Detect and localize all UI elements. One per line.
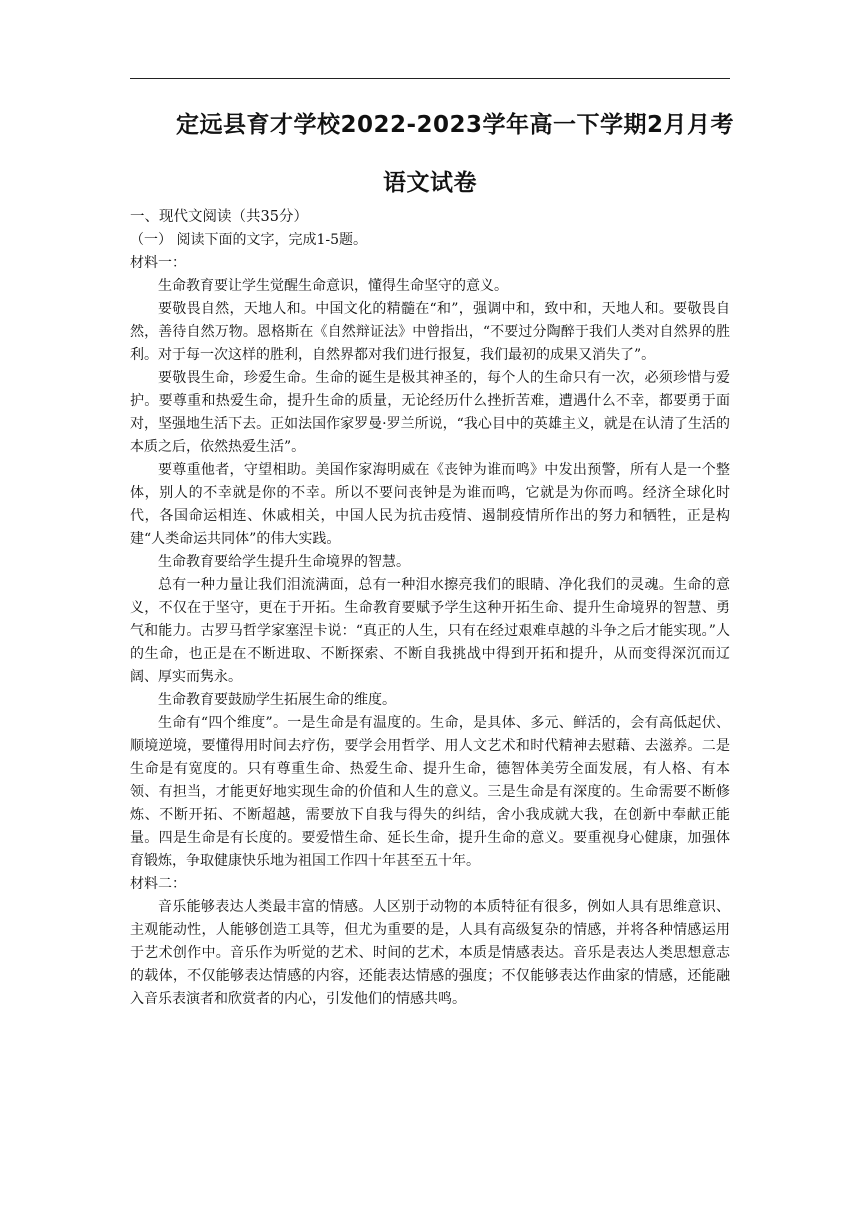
exam-body (130, 206, 730, 1011)
exam-subject-title: 语文试卷 (383, 170, 477, 196)
paragraph: 要敬畏自然，天地人和。中国文化的精髓在“和”，强调中和，致中和，天地人和。要敬畏自然，善待自然万物。恩格斯在《自然辩证法》中曾指出，“不要过分陶醉于我们人类对自然界的胜利。对于每一次这样的胜利，自然界都对我们进行报复，我们最初的成果又消失了”。 (130, 301, 730, 363)
paragraph: 音乐能够表达人类最丰富的情感。人区别于动物的本质特征有很多，例如人具有思维意识、主观能动性，人能够创造工具等，但尤为重要的是，人具有高级复杂的情感，并将各种情感运用于艺术创作中。音乐作为听觉的艺术、时间的艺术，本质是情感表达。音乐是表达人类思想意志的载体，不仅能够表达情感的内容，还能表达情感的强度；不仅能够表达作曲家的情感，还能融入音乐表演者和欣赏者的内心，引发他们的情感共鸣。 (130, 899, 730, 1007)
subsection-heading: （一） 阅读下面的文字，完成1-5题。 (130, 232, 367, 248)
exam-title: 定远县育才学校2022-2023学年高一下学期2月月考 (175, 112, 735, 138)
paragraph: 要敬畏生命，珍爱生命。生命的诞生是极其神圣的，每个人的生命只有一次，必须珍惜与爱护。要尊重和热爱生命，提升生命的质量，无论经历什么挫折苦难，遭遇什么不幸，都要勇于面对，坚强地生活下去。正如法国作家罗曼·罗兰所说，“我心目中的英雄主义，就是在认清了生活的本质之后，依然热爱生活”。 (130, 370, 730, 455)
paragraph: 生命教育要让学生觉醒生命意识，懂得生命坚守的意义。 (158, 278, 508, 294)
material-label: 材料一： (130, 255, 186, 271)
section-heading: 一、现代文阅读（共35分） (130, 209, 308, 225)
paragraph: 总有一种力量让我们泪流满面，总有一种泪水擦亮我们的眼睛、净化我们的灵魂。生命的意义，不仅在于坚守，更在于开拓。生命教育要赋予学生这种开拓生命、提升生命境界的智慧、勇气和能力。古罗马哲学家塞涅卡说：“真正的人生，只有在经过艰难卓越的斗争之后才能实现。”人的生命，也正是在不断进取、不断探索、不断自我挑战中得到开拓和提升，从而变得深沉而辽阔、厚实而隽永。 (130, 577, 730, 685)
paragraph: 生命教育要鼓励学生拓展生命的维度。 (158, 692, 396, 708)
header-rule (130, 78, 730, 79)
material-label: 材料二： (130, 876, 186, 892)
paragraph: 要尊重他者，守望相助。美国作家海明威在《丧钟为谁而鸣》中发出预警，所有人是一个整体，别人的不幸就是你的不幸。所以不要问丧钟是为谁而鸣，它就是为你而鸣。经济全球化时代，各国命运相连、休戚相关，中国人民为抗击疫情、遏制疫情所作出的努力和牺牲，正是构建“人类命运共同体”的伟大实践。 (130, 462, 730, 547)
paragraph: 生命有“四个维度”。一是生命是有温度的。生命，是具体、多元、鲜活的，会有高低起伏、顺境逆境，要懂得用时间去疗伤，要学会用哲学、用人文艺术和时代精神去慰藉、去滋养。二是生命是有宽度的。只有尊重生命、热爱生命、提升生命，德智体美劳全面发展，有人格、有本领、有担当，才能更好地实现生命的价值和人生的意义。三是生命是有深度的。生命需要不断修炼、不断开拓、不断超越，需要放下自我与得失的纠结，舍小我成就大我，在创新中奉献正能量。四是生命是有长度的。要爱惜生命、延长生命，提升生命的意义。要重视身心健康，加强体育锻炼，争取健康快乐地为祖国工作四十年甚至五十年。 (130, 715, 730, 869)
paragraph: 生命教育要给学生提升生命境界的智慧。 (158, 554, 410, 570)
